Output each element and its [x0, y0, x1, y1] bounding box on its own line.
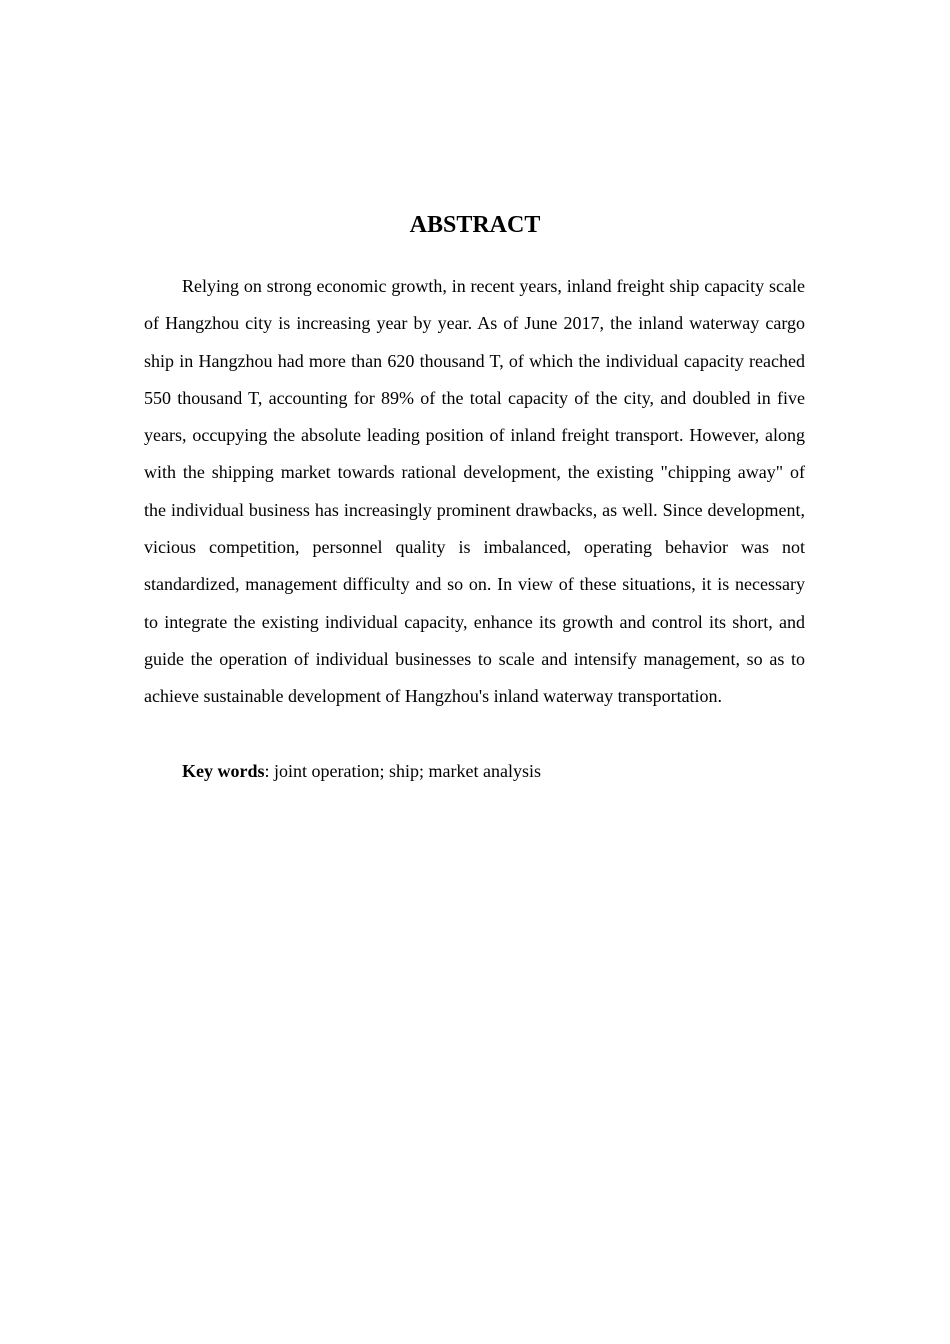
keywords-line: [144, 756, 805, 786]
abstract-title: ABSTRACT: [409, 212, 541, 238]
keywords-label: Key words: [182, 761, 265, 781]
abstract-body: Relying on strong economic growth, in recent years, inland freight ship capacity scale of Hangzhou city is increasing year by year. As of June 2017, the inland waterway cargo ship in Hangzhou had more than 620 thousand T, of which the individual capacity reached 550 thousand T, accounting for 89% of the total capacity of the city, and doubled in five years, occupying the absolute leading position of inland freight transport. However, along with the shipping market towards rational development, the existing "chipping away" of the individual business has increasingly prominent drawbacks, as well. Since development, vicious competition, personnel quality is imbalanced, operating behavior was not standardized, management difficulty and so on. In view of these situations, it is necessary to integrate the existing individual capacity, enhance its growth and control its short, and guide the operation of individual businesses to scale and intensify management, so as to achieve sustainable development of Hangzhou's inland waterway transportation.: [144, 276, 805, 707]
keywords-text: : joint operation; ship; market analysis: [264, 761, 541, 781]
